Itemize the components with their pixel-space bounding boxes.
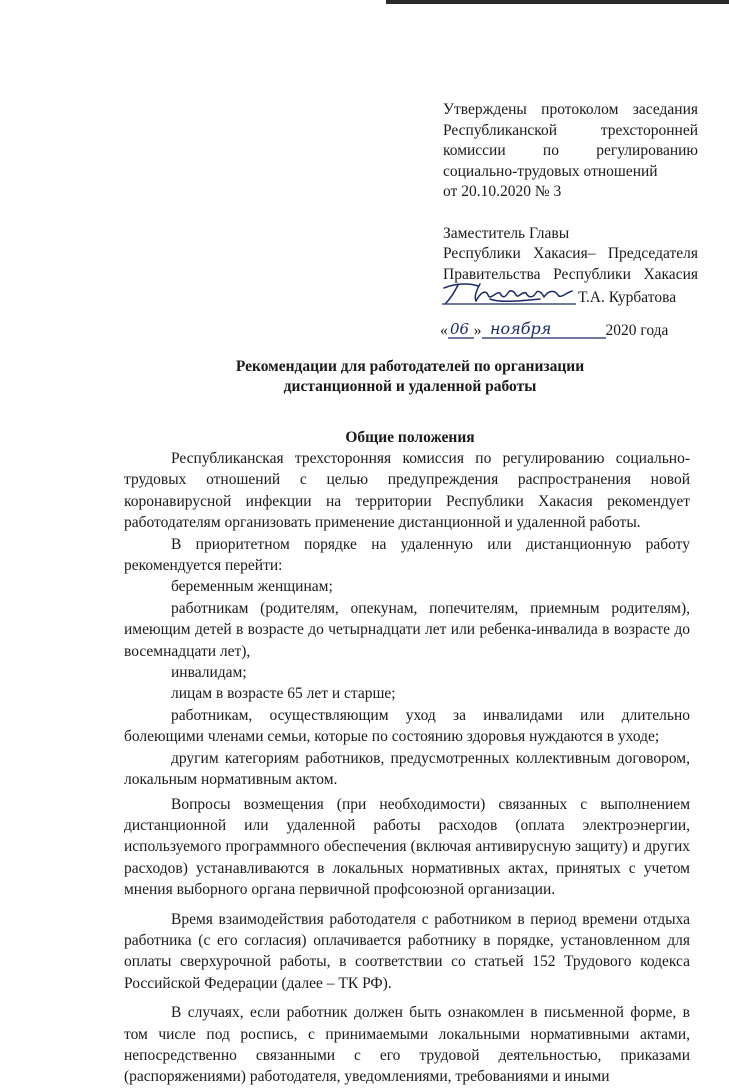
document-title-line: дистанционной и удаленной работы bbox=[283, 378, 537, 395]
approval-line: комиссии по регулированию bbox=[443, 142, 698, 159]
approval-line: Республиканской трехсторонней bbox=[443, 121, 698, 139]
date-open-quote: « bbox=[440, 322, 448, 339]
date-day-handwritten: 06 bbox=[449, 320, 469, 338]
document-title bbox=[130, 357, 690, 397]
signer-position-line: Заместитель Главы bbox=[443, 224, 570, 242]
date-year: 2020 года bbox=[605, 322, 669, 339]
paragraph: Время взаимодействия работодателя с работником в период времени отдыха работника (с его согласия) оплачивается работнику в порядке, установленном для оплаты сверхурочной работы, в соответствии со статьей 152 Трудового кодекса Российской Федерации (далее – ТК РФ). bbox=[124, 910, 690, 992]
date-row bbox=[440, 318, 668, 340]
approval-block bbox=[443, 100, 698, 285]
approval-line: от 20.10.2020 № 3 bbox=[443, 183, 562, 200]
signer-position-line: Правительства Республики Хакасия bbox=[443, 265, 698, 283]
list-item: другим категориям работников, предусмотренных коллективным договором, локальным нормативным актом. bbox=[124, 749, 690, 789]
approval-line: Утверждены протоколом заседания bbox=[443, 101, 698, 118]
list-item: беременным женщинам; bbox=[171, 578, 333, 596]
signature-row bbox=[440, 279, 676, 307]
approval-line: социально-трудовых отношений bbox=[443, 162, 658, 180]
list-item: лицам в возрасте 65 лет и старше; bbox=[171, 685, 396, 703]
signer-name: Т.А. Курбатова bbox=[578, 289, 677, 306]
document-title-line: Рекомендации для работодателей по организации bbox=[235, 358, 585, 375]
date-month-field bbox=[482, 318, 606, 340]
paragraph: Республиканская трехсторонняя комиссия по регулированию социально-трудовых отношений с целью предупреждения распространения новой коронавирусной инфекции на территории Республики Хакасия рекомендует работодателям организовать применение дистанционной и удаленной работы. bbox=[124, 450, 690, 532]
list-item: работникам, осуществляющим уход за инвалидами или длительно болеющими членами семьи, которые по состоянию здоровья нуждаются в уходе; bbox=[124, 706, 690, 746]
handwritten-signature bbox=[440, 279, 578, 307]
date-day-field bbox=[448, 318, 474, 340]
date-close-quote: » bbox=[473, 322, 482, 339]
list-item: инвалидам; bbox=[171, 664, 247, 682]
section-title: Общие положения bbox=[345, 429, 475, 446]
signer-position-line: Республики Хакасия– Председателя bbox=[443, 245, 698, 262]
date-month-handwritten: ноября bbox=[489, 319, 551, 338]
paragraph: В случаях, если работник должен быть ознакомлен в письменной форме, в том числе под роспись, с принимаемыми локальными нормативными актами, непосредственно связанными с его трудовой деятельностью, приказами (распоряжениями) работодателя, уведомлениями, требованиями и иными bbox=[124, 1004, 690, 1086]
paragraph: В приоритетном порядке на удаленную или дистанционную работу рекомендуется перейти: bbox=[124, 535, 690, 575]
scan-edge-line bbox=[386, 0, 729, 4]
paragraph: Вопросы возмещения (при необходимости) связанных с выполнением дистанционной или удаленной работы расходов (оплата электроэнергии, используемого программного обеспечения (включая антивирусную защиту) и других расходов) устанавливаются в локальных нормативных актах, принятых с учетом мнения выборного органа первичной профсоюзной организации. bbox=[124, 795, 690, 899]
list-item: работникам (родителям, опекунам, попечителям, приемным родителям), имеющим детей в возрасте до четырнадцати лет или ребенка-инвалида в возрасте до восемнадцати лет), bbox=[124, 599, 690, 660]
document-body bbox=[124, 448, 690, 1088]
